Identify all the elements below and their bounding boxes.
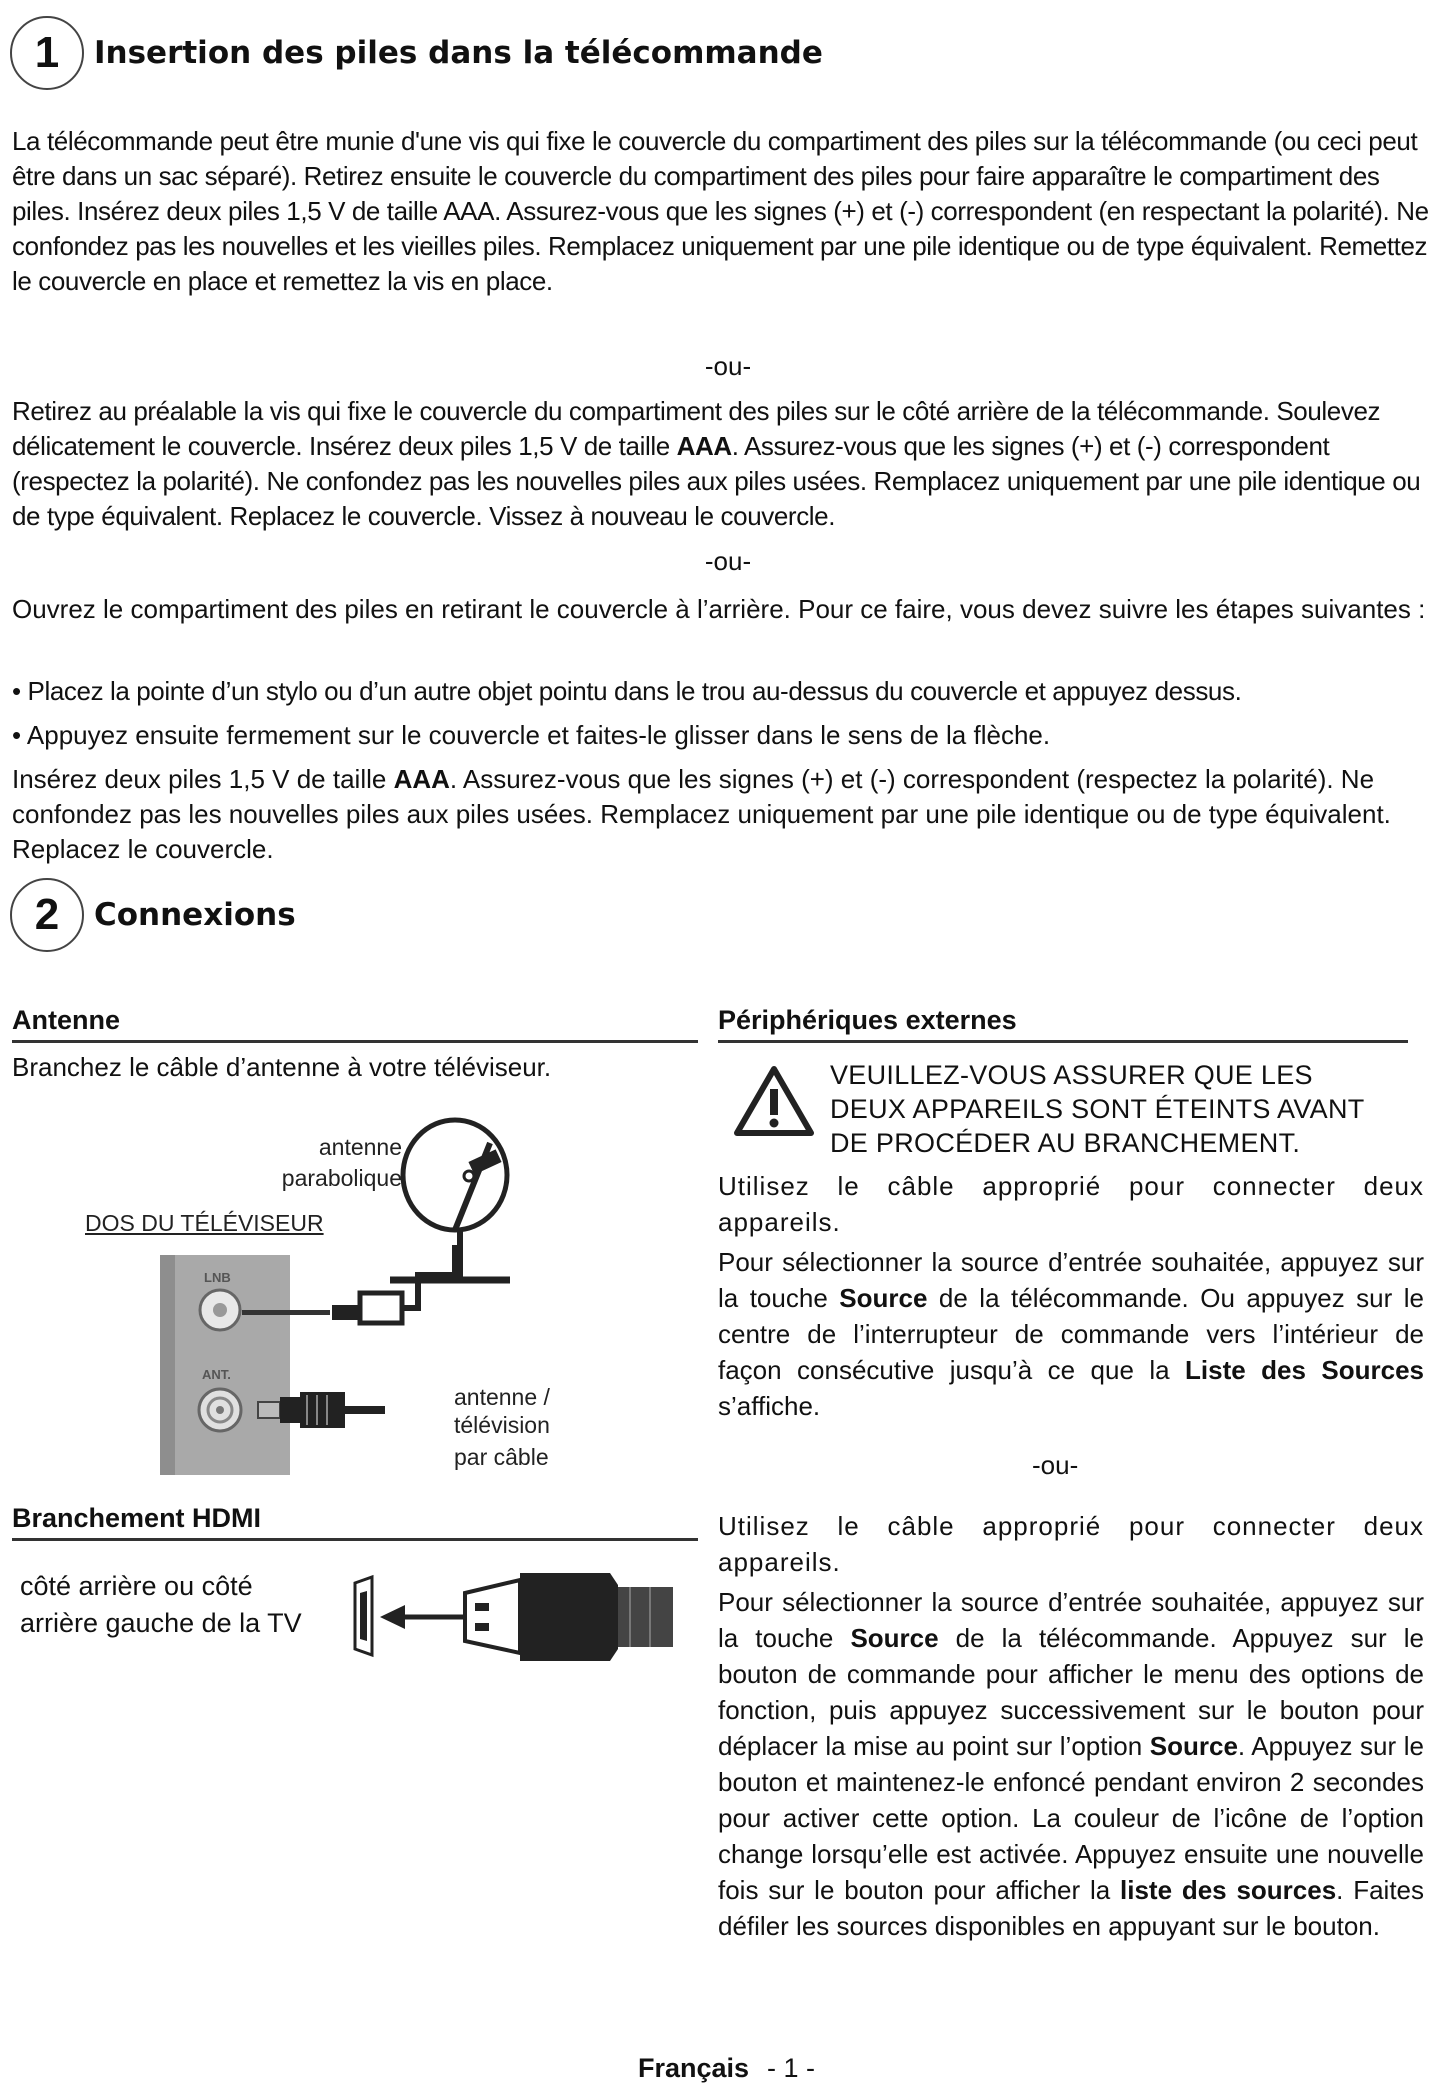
battery-para-2: Retirez au préalable la vis qui fixe le couvercle du compartiment des piles sur le côté arrière de la télécommande. Soulevez délicatement le couvercle. Insérez deux piles 1,5 V de taille AAA. Assurez-vous que les signes (+) et (-) correspondent (respectez la polarité). Ne confondez pas les nouvelles piles aux piles usées. Remplacez uniquement par une pile identique ou de type équivalent. Replacez le couvercle. Vissez à nouveau le couvercle. [12,396,1421,531]
dish-label-line2: parabolique [281,1165,402,1191]
hdmi-diagram [350,1565,680,1665]
warning-line-3: DE PROCÉDER AU BRANCHEMENT. [830,1128,1301,1158]
cable-label-line1: antenne / [454,1384,550,1410]
hdmi-heading: Branchement HDMI [12,1503,262,1533]
warning-line-2: DEUX APPAREILS SONT ÉTEINTS AVANT [830,1094,1365,1124]
hdmi-plug-body [520,1573,618,1661]
warning-dot [770,1119,779,1128]
antenna-heading: Antenne [12,1005,120,1035]
ant-connector-center [216,1406,224,1414]
external-p3: Utilisez le câble approprié pour connecter deux appareils. [718,1511,1424,1577]
external-heading: Périphériques externes [718,1005,1017,1035]
hdmi-label-line2: arrière gauche de la TV [20,1608,302,1638]
or-separator-3: -ou- [1032,1450,1079,1480]
battery-para-4: Insérez deux piles 1,5 V de taille AAA. Assurez-vous que les signes (+) et (-) correspondent (respectez la polarité). Ne confondez pas les nouvelles piles aux piles usées. Remplacez uniquement par une pile identique ou de type équivalent. Replacez le couvercle. [12,764,1391,864]
section-2-title: Connexions [94,897,296,933]
antenna-diagram [150,1115,670,1485]
warning-bar [770,1089,778,1115]
tv-panel-edge [160,1255,175,1475]
lnb-label: LNB [204,1270,231,1285]
external-block-1 [718,1168,1424,1428]
hdmi-label-line1: côté arrière ou côté [20,1571,253,1601]
hdmi-plug-hole-1 [475,1603,489,1611]
warning-icon [733,1065,815,1137]
hdmi-rule [12,1538,698,1541]
external-p2: Pour sélectionner la source d’entrée souhaitée, appuyez sur la touche Source de la télécommande. Ou appuyez sur le centre de l’interrupteur de commande vers l’intérieur de façon consécutive jusqu’à ce que la Liste des Sources s’affiche. [718,1247,1425,1421]
tv-back-panel [160,1255,290,1475]
lnb-plug-body [360,1293,402,1323]
lnb-plug-left [242,1310,330,1315]
page-footer [0,2053,1453,2084]
external-p1: Utilisez le câble approprié pour connecter deux appareils. [718,1171,1424,1237]
battery-bullet-2: • Appuyez ensuite fermement sur le couvercle et faites-le glisser dans le sens de la flèche. [12,720,1051,750]
satellite-dish-icon [403,1120,507,1230]
or-separator-1: -ou- [704,351,752,381]
tv-back-label: DOS DU TÉLÉVISEUR [85,1210,324,1236]
warning-line-1: VEUILLEZ-VOUS ASSURER QUE LES [830,1060,1313,1090]
battery-bullet-1: • Placez la pointe d’un stylo ou d’un autre objet pointu dans le trou au-dessus du couvercle et appuyez dessus. [12,676,1242,706]
external-rule [718,1040,1408,1043]
cable-label-line2: télévision [454,1412,550,1438]
dish-label-line1: antenne [318,1134,402,1160]
section-1-heading [10,16,823,90]
lnb-plug-neck [332,1305,360,1320]
battery-para-3: Ouvrez le compartiment des piles en retirant le couvercle à l’arrière. Pour ce faire, vous devez suivre les étapes suivantes : [12,594,1426,624]
ant-plug-tip [258,1402,280,1418]
antenna-text: Branchez le câble d’antenne à votre téléviseur. [12,1052,552,1082]
hdmi-port-inner [360,1591,367,1641]
external-block-2 [718,1508,1424,1948]
section-1-title: Insertion des piles dans la télécommande [94,35,823,71]
section-2-number: 2 [10,878,84,952]
hdmi-cable [618,1587,673,1647]
hdmi-arrow-head [380,1605,405,1629]
footer-page-number: - 1 - [767,2053,816,2083]
section-1-number: 1 [10,16,84,90]
lnb-connector-center [213,1303,227,1317]
hdmi-plug-hole-2 [475,1623,489,1631]
hdmi-plug-tip [465,1580,520,1653]
or-separator-2: -ou- [704,546,752,576]
section-2-heading [10,878,296,952]
ant-label: ANT. [202,1367,231,1382]
ant-plug-ring [280,1397,300,1423]
footer-language: Français [637,2053,750,2083]
cable-label-line3: par câble [454,1444,549,1470]
external-p4: Pour sélectionner la source d’entrée souhaitée, appuyez sur la touche Source de la télécommande. Appuyez sur le bouton de commande pour afficher le menu des options de fonction, puis appuyez successivement sur le bouton pour déplacer la mise au point sur l’option Source. Appuyez sur le bouton et maintenez-le enfoncé pendant environ 2 secondes pour activer cette option. La couleur de l’icône de l’option change lorsqu’elle est activée. Appuyez ensuite une nouvelle fois sur le bouton pour afficher la liste des sources. Faites défiler les sources disponibles en appuyant sur le bouton. [718,1587,1425,1941]
battery-para-1: La télécommande peut être munie d'une vis qui fixe le couvercle du compartiment des piles sur la télécommande (ou ceci peut être dans un sac séparé). Retirez ensuite le couvercle du compartiment des piles pour faire apparaître le compartiment des piles. Insérez deux piles 1,5 V de taille AAA. Assurez-vous que les signes (+) et (-) correspondent (en respectant la polarité). Ne confondez pas les nouvelles et les vieilles piles. Remplacez uniquement par une pile identique ou de type équivalent. Remettez le couvercle en place et remettez la vis en place. [12,126,1429,296]
antenna-rule [12,1040,698,1043]
